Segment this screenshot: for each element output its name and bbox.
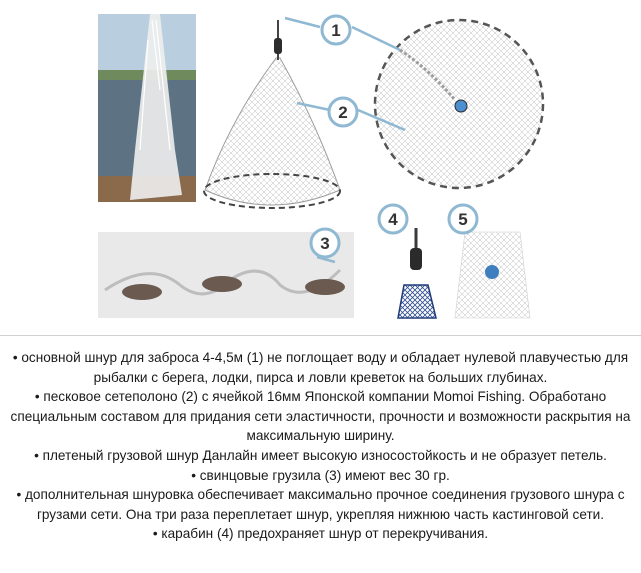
badge-3 <box>311 229 339 257</box>
bullet-net-material: • песковое сетеполоно (2) с ячейкой 16мм Японской компании Momoi Fishing. Обработано специальным составом для придания сети эластичности, прочности и возможности раскрытия на максимальную ширину. <box>10 389 631 444</box>
badge-1-text: 1 <box>331 21 341 40</box>
badge-2 <box>329 98 357 126</box>
badge-3-text: 3 <box>320 234 330 253</box>
badge-4 <box>379 205 407 233</box>
section-divider <box>0 335 641 336</box>
badge-1 <box>322 16 350 44</box>
lake-photo <box>98 14 196 202</box>
badge-5 <box>449 205 477 233</box>
net-center-closeup <box>455 232 530 318</box>
badge-4-text: 4 <box>388 210 398 229</box>
round-net-top-view <box>375 20 543 188</box>
bullet-weights: • свинцовые грузила (3) имеют вес 30 гр. <box>191 467 450 483</box>
bullet-lead-line: • плетеный грузовой шнур Данлайн имеет высокую износостойкость и не образует петель. <box>34 447 607 463</box>
badge-2-text: 2 <box>338 103 348 122</box>
bullet-swivel: • карабин (4) предохраняет шнур от перекручивания. <box>152 526 489 542</box>
bullet-main-line: • основной шнур для заброса 4-4,5м (1) не поглощает воду и обладает нулевой плавучестью для рыбалки с берега, лодки, пирса и ловли креветок на больших глубинах. <box>12 350 629 385</box>
bell-net <box>204 20 340 208</box>
product-description <box>0 340 641 573</box>
badge-5-text: 5 <box>458 210 468 229</box>
swivel-closeup <box>398 228 436 318</box>
bullet-lacing: • дополнительная шнуровка обеспечивает максимально прочное соединения грузового шнура с грузами сети. Она три раза переплетает шнур, укрепляя нижнюю часть кастинговой сети. <box>16 487 625 522</box>
